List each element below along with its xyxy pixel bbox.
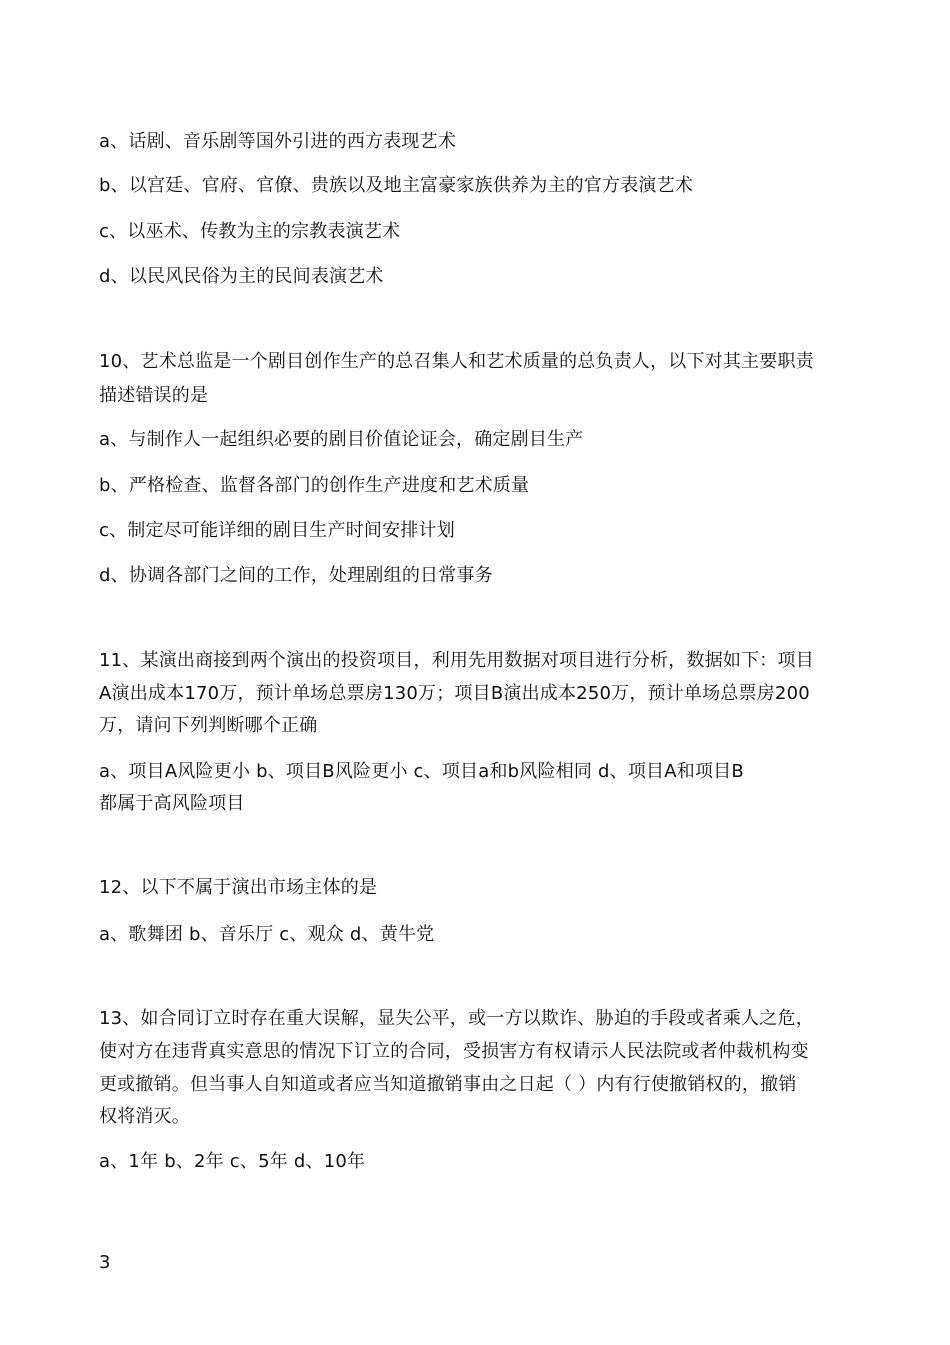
q13-stem-line-4: 权将消灭。 [99,1106,190,1127]
q10-option-c: c、制定尽可能详细的剧目生产时间安排计划 [99,520,455,541]
q9-option-b: b、以宫廷、官府、官僚、贵族以及地主富豪家族供养为主的官方表演艺术 [99,175,694,196]
q11-stem-line-2: A演出成本170万，预计单场总票房130万；项目B演出成本250万，预计单场总票房200 [99,683,810,704]
q13-stem-line-2: 使对方在违背真实意思的情况下订立的合同，受损害方有权请示人民法院或者仲裁机构变 [99,1041,809,1062]
q13-options: a、1年 b、2年 c、5年 d、10年 [99,1151,366,1172]
q9-option-d: d、以民风民俗为主的民间表演艺术 [99,266,384,287]
q11-stem-line-3: 万，请问下列判断哪个正确 [99,715,318,736]
q10-option-b: b、严格检查、监督各部门的创作生产进度和艺术质量 [99,475,530,496]
q10-stem-line-1: 10、艺术总监是一个剧目创作生产的总召集人和艺术质量的总负责人，以下对其主要职责 [99,351,814,372]
q10-stem-line-2: 描述错误的是 [99,385,209,406]
q10-option-a: a、与制作人一起组织必要的剧目价值论证会，确定剧目生产 [99,429,584,450]
q12-options: a、歌舞团 b、音乐厅 c、观众 d、黄牛党 [99,924,435,945]
page-number: 3 [99,1252,111,1273]
q10-option-d: d、协调各部门之间的工作，处理剧组的日常事务 [99,565,493,586]
q11-options-line-1: a、项目A风险更小 b、项目B风险更小 c、项目a和b风险相同 d、项目A和项目B [99,761,744,782]
q9-option-c: c、以巫术、传教为主的宗教表演艺术 [99,221,401,242]
q13-stem-line-3: 更或撤销。但当事人自知道或者应当知道撤销事由之日起（ ）内有行使撤销权的，撤销 [99,1074,797,1095]
q12-stem: 12、以下不属于演出市场主体的是 [99,877,378,898]
q11-stem-line-1: 11、某演出商接到两个演出的投资项目，利用先用数据对项目进行分析，数据如下：项目 [99,650,814,671]
q13-stem-line-1: 13、如合同订立时存在重大误解，显失公平，或一方以欺诈、胁迫的手段或者乘人之危， [99,1008,814,1029]
q11-options-line-2: 都属于高风险项目 [99,793,245,814]
q9-option-a: a、话剧、音乐剧等国外引进的西方表现艺术 [99,131,457,152]
